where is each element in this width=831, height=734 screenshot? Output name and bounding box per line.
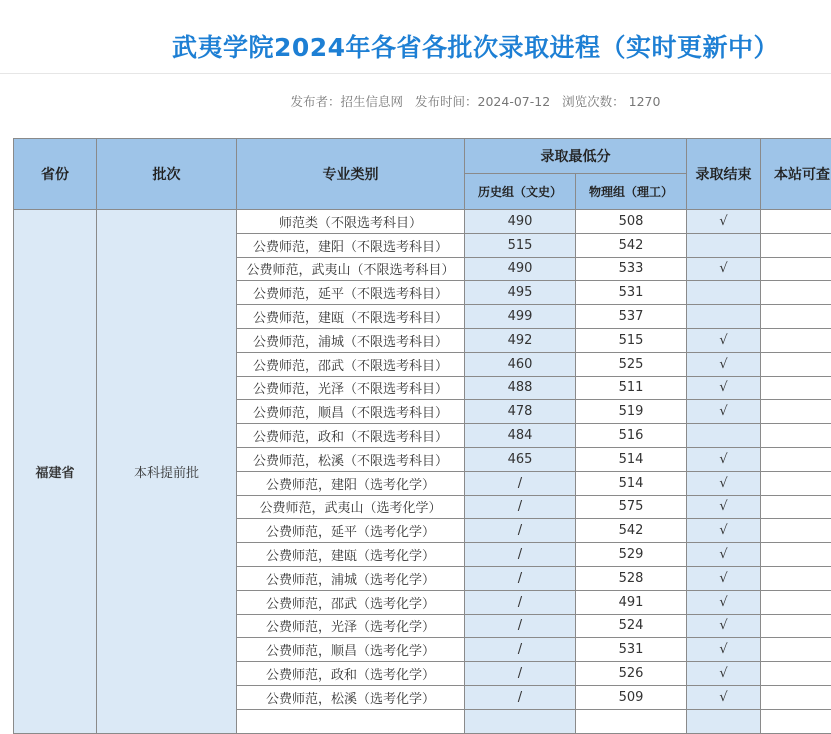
history-score-cell: /: [465, 495, 576, 519]
table-body: [14, 210, 831, 734]
history-score-cell: 484: [465, 424, 576, 448]
empty-cell: [465, 709, 576, 733]
physics-score-cell: 516: [576, 424, 687, 448]
major-cell: 公费师范，政和（选考化学）: [237, 662, 465, 686]
header-min-score: 录取最低分: [465, 139, 687, 174]
physics-score-cell: 537: [576, 305, 687, 329]
query-cell: [761, 471, 831, 495]
major-cell: 公费师范，光泽（选考化学）: [237, 614, 465, 638]
header-province: 省份: [14, 139, 97, 210]
empty-cell: [687, 709, 761, 733]
major-cell: 公费师范，浦城（选考化学）: [237, 566, 465, 590]
done-cell: √: [687, 543, 761, 567]
physics-score-cell: 519: [576, 400, 687, 424]
physics-score-cell: 524: [576, 614, 687, 638]
publisher-text: 发布者：招生信息网: [291, 94, 404, 109]
query-cell: [761, 305, 831, 329]
query-cell: [761, 281, 831, 305]
article-meta: [0, 92, 831, 110]
history-score-cell: /: [465, 471, 576, 495]
query-cell: [761, 662, 831, 686]
query-cell: [761, 328, 831, 352]
table-row: [14, 210, 831, 234]
major-cell: 公费师范，顺昌（选考化学）: [237, 638, 465, 662]
title-divider: [0, 73, 831, 74]
history-score-cell: /: [465, 638, 576, 662]
query-cell: [761, 233, 831, 257]
query-cell: [761, 424, 831, 448]
major-cell: 公费师范，建瓯（不限选考科目）: [237, 305, 465, 329]
physics-score-cell: 531: [576, 281, 687, 305]
done-cell: √: [687, 328, 761, 352]
done-cell: √: [687, 400, 761, 424]
history-score-cell: 488: [465, 376, 576, 400]
physics-score-cell: 528: [576, 566, 687, 590]
physics-score-cell: 525: [576, 352, 687, 376]
major-cell: 公费师范，建瓯（选考化学）: [237, 543, 465, 567]
history-score-cell: /: [465, 566, 576, 590]
query-cell: [761, 685, 831, 709]
major-cell: 公费师范，武夷山（选考化学）: [237, 495, 465, 519]
query-cell: [761, 210, 831, 234]
header-physics: 物理组（理工）: [576, 174, 687, 210]
empty-cell: [576, 709, 687, 733]
query-cell: [761, 376, 831, 400]
history-score-cell: /: [465, 685, 576, 709]
done-cell: √: [687, 519, 761, 543]
header-query: 本站可查: [761, 139, 831, 210]
done-cell: [687, 305, 761, 329]
admission-table: [13, 138, 831, 734]
view-count-text: 浏览次数： 1270: [562, 94, 660, 109]
query-cell: [761, 543, 831, 567]
physics-score-cell: 515: [576, 328, 687, 352]
done-cell: [687, 233, 761, 257]
history-score-cell: 515: [465, 233, 576, 257]
query-cell: [761, 352, 831, 376]
done-cell: [687, 281, 761, 305]
done-cell: √: [687, 257, 761, 281]
major-cell: 公费师范，邵武（选考化学）: [237, 590, 465, 614]
done-cell: √: [687, 495, 761, 519]
major-cell: 公费师范，松溪（选考化学）: [237, 685, 465, 709]
major-cell: 公费师范，顺昌（不限选考科目）: [237, 400, 465, 424]
done-cell: √: [687, 590, 761, 614]
history-score-cell: 492: [465, 328, 576, 352]
publish-time-text: 发布时间：2024-07-12: [415, 94, 550, 109]
physics-score-cell: 542: [576, 519, 687, 543]
physics-score-cell: 529: [576, 543, 687, 567]
done-cell: √: [687, 685, 761, 709]
physics-score-cell: 511: [576, 376, 687, 400]
done-cell: √: [687, 352, 761, 376]
physics-score-cell: 526: [576, 662, 687, 686]
done-cell: √: [687, 447, 761, 471]
empty-cell: [761, 709, 831, 733]
query-cell: [761, 638, 831, 662]
major-cell: 公费师范，建阳（不限选考科目）: [237, 233, 465, 257]
query-cell: [761, 614, 831, 638]
physics-score-cell: 514: [576, 447, 687, 471]
header-batch: 批次: [97, 139, 237, 210]
empty-cell: [237, 709, 465, 733]
header-history: 历史组（文史）: [465, 174, 576, 210]
history-score-cell: 465: [465, 447, 576, 471]
batch-cell: 本科提前批: [97, 210, 237, 734]
done-cell: √: [687, 662, 761, 686]
history-score-cell: /: [465, 543, 576, 567]
query-cell: [761, 566, 831, 590]
major-cell: 公费师范，延平（选考化学）: [237, 519, 465, 543]
physics-score-cell: 531: [576, 638, 687, 662]
history-score-cell: 490: [465, 210, 576, 234]
history-score-cell: 499: [465, 305, 576, 329]
history-score-cell: 490: [465, 257, 576, 281]
header-done: 录取结束: [687, 139, 761, 210]
history-score-cell: 495: [465, 281, 576, 305]
major-cell: 师范类（不限选考科目）: [237, 210, 465, 234]
major-cell: 公费师范，浦城（不限选考科目）: [237, 328, 465, 352]
physics-score-cell: 533: [576, 257, 687, 281]
major-cell: 公费师范，邵武（不限选考科目）: [237, 352, 465, 376]
major-cell: 公费师范，武夷山（不限选考科目）: [237, 257, 465, 281]
major-cell: 公费师范，松溪（不限选考科目）: [237, 447, 465, 471]
query-cell: [761, 519, 831, 543]
physics-score-cell: 509: [576, 685, 687, 709]
done-cell: [687, 424, 761, 448]
history-score-cell: /: [465, 590, 576, 614]
done-cell: √: [687, 566, 761, 590]
major-cell: 公费师范，光泽（不限选考科目）: [237, 376, 465, 400]
page-title: 武夷学院2024年各省各批次录取进程（实时更新中）: [0, 28, 831, 64]
query-cell: [761, 400, 831, 424]
done-cell: √: [687, 471, 761, 495]
done-cell: √: [687, 638, 761, 662]
history-score-cell: /: [465, 662, 576, 686]
done-cell: √: [687, 614, 761, 638]
done-cell: √: [687, 210, 761, 234]
header-major: 专业类别: [237, 139, 465, 210]
query-cell: [761, 257, 831, 281]
physics-score-cell: 508: [576, 210, 687, 234]
done-cell: √: [687, 376, 761, 400]
query-cell: [761, 447, 831, 471]
physics-score-cell: 575: [576, 495, 687, 519]
history-score-cell: /: [465, 519, 576, 543]
history-score-cell: /: [465, 614, 576, 638]
province-cell: 福建省: [14, 210, 97, 734]
major-cell: 公费师范，政和（不限选考科目）: [237, 424, 465, 448]
query-cell: [761, 495, 831, 519]
query-cell: [761, 590, 831, 614]
history-score-cell: 478: [465, 400, 576, 424]
major-cell: 公费师范，延平（不限选考科目）: [237, 281, 465, 305]
major-cell: 公费师范，建阳（选考化学）: [237, 471, 465, 495]
physics-score-cell: 491: [576, 590, 687, 614]
physics-score-cell: 514: [576, 471, 687, 495]
history-score-cell: 460: [465, 352, 576, 376]
physics-score-cell: 542: [576, 233, 687, 257]
